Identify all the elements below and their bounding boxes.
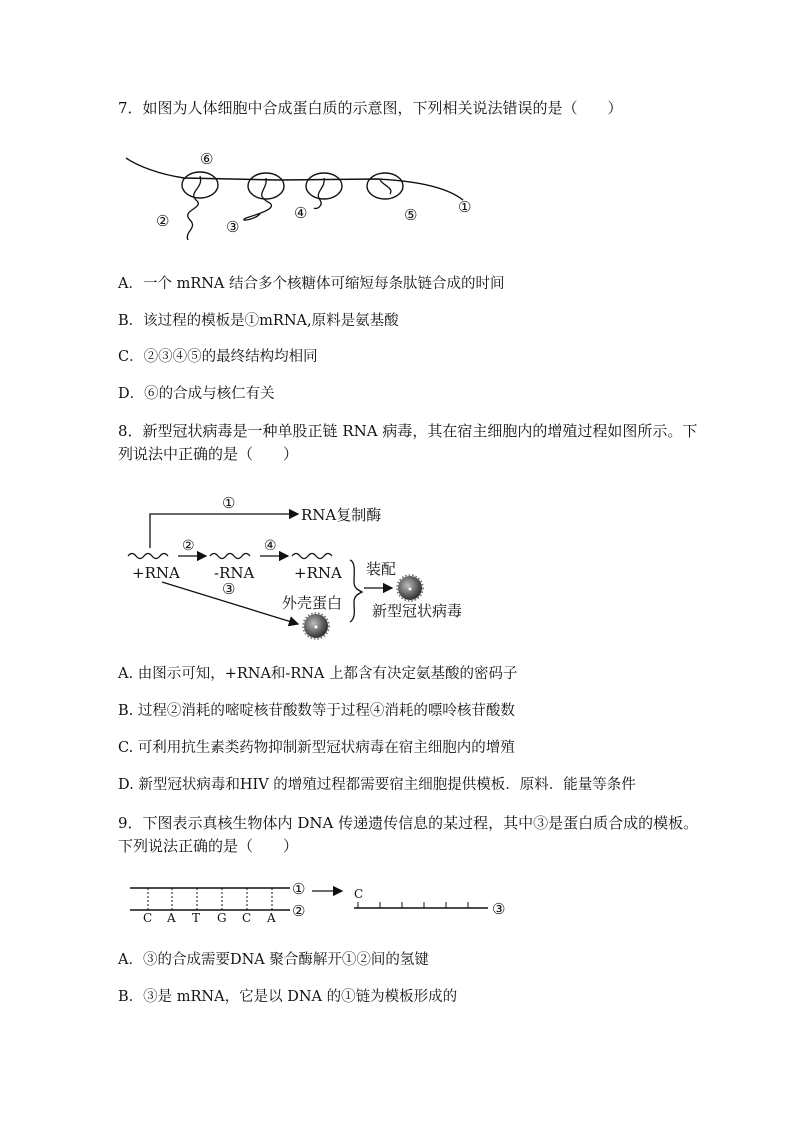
label-5: ⑤	[404, 206, 418, 224]
minus-rna-wave	[210, 554, 250, 559]
q9-option-a: A．③的合成需要DNA 聚合酶解开①②间的氢键	[118, 952, 429, 968]
mrna-strand	[126, 158, 463, 200]
q8-stem-line2: 列说法中正确的是（ ）	[118, 445, 299, 463]
step2-label: ②	[182, 538, 195, 554]
q7-option-a: A．一个 mRNA 结合多个核糖体可缩短每条肽链合成的时间	[118, 276, 505, 292]
q7-option-c: C．②③④⑤的最终结构均相同	[118, 349, 318, 365]
step4-label: ④	[264, 538, 277, 554]
ribosome-2	[248, 173, 284, 199]
label-6: ⑥	[200, 150, 214, 168]
hydrogen-bonds	[148, 888, 272, 910]
q9-stem-line2: 下列说法正确的是（ ）	[118, 837, 299, 855]
q8-option-c: C. 可利用抗生素类药物抑制新型冠状病毒在宿主细胞内的增殖	[118, 740, 515, 756]
strand2-label: ②	[292, 902, 306, 920]
rna-replicase-label: RNA复制酶	[301, 506, 382, 524]
capsid-label: 外壳蛋白	[282, 594, 343, 612]
assemble-label: 装配	[366, 560, 397, 578]
plus-rna-1-wave	[128, 554, 168, 559]
q8-stem-line1: 8．新型冠状病毒是一种单股正链 RNA 病毒，其在宿主细胞内的增殖过程如图所示。下	[118, 422, 698, 440]
q7-translation-figure	[118, 148, 498, 243]
q7-option-b: B．该过程的模板是①mRNA,原料是氨基酸	[118, 313, 399, 329]
step3-label: ③	[222, 580, 236, 598]
svg-text:T: T	[192, 911, 201, 925]
plus-rna-2-label: +RNA	[294, 564, 342, 582]
peptide-chain-3	[314, 178, 324, 209]
q8-option-a: A. 由图示可知，+RNA和-RNA 上都含有决定氨基酸的密码子	[118, 666, 518, 682]
plus-rna-2-wave	[292, 554, 332, 559]
virus-icon	[397, 575, 423, 601]
label-4: ④	[294, 204, 308, 222]
capsid-particle-icon	[303, 613, 329, 639]
minus-rna-label: -RNA	[214, 564, 255, 582]
svg-text:C: C	[143, 911, 153, 925]
label-3: ③	[226, 218, 240, 236]
q9-option-b: B．③是 mRNA，它是以 DNA 的①链为模板形成的	[118, 989, 458, 1005]
svg-text:G: G	[217, 911, 227, 925]
assembly-brace	[350, 560, 362, 622]
strand3-label: ③	[492, 900, 506, 918]
ribosome-3	[306, 173, 342, 199]
base-letters	[143, 911, 276, 925]
peptide-chain-4	[380, 180, 391, 194]
q8-virus-replication-figure	[118, 490, 498, 645]
svg-text:A: A	[167, 911, 176, 925]
svg-text:A: A	[267, 911, 276, 925]
peptide-chain-1	[187, 176, 200, 240]
label-2: ②	[156, 212, 170, 230]
q7-stem: 7．如图为人体细胞中合成蛋白质的示意图，下列相关说法错误的是（ ）	[118, 99, 623, 117]
plus-rna-1-label: +RNA	[132, 564, 180, 582]
q9-stem-line1: 9．下图表示真核生物体内 DNA 传递遗传信息的某过程，其中③是蛋白质合成的模板。	[118, 814, 699, 832]
first-base-label: C	[354, 887, 364, 901]
label-1: ①	[458, 198, 472, 216]
q7-option-d: D．⑥的合成与核仁有关	[118, 386, 275, 402]
virus-label: 新型冠状病毒	[372, 602, 463, 620]
ribosome-4	[367, 173, 403, 199]
strand1-label: ①	[292, 880, 306, 898]
q8-option-d: D. 新型冠状病毒和HIV 的增殖过程都需要宿主细胞提供模板．原料．能量等条件	[118, 777, 636, 793]
step1-label: ①	[222, 494, 236, 512]
q8-option-b: B. 过程②消耗的嘧啶核苷酸数等于过程④消耗的嘌呤核苷酸数	[118, 703, 515, 719]
q9-transcription-figure	[118, 876, 518, 926]
svg-text:C: C	[242, 911, 252, 925]
mrna-ticks	[358, 902, 468, 908]
